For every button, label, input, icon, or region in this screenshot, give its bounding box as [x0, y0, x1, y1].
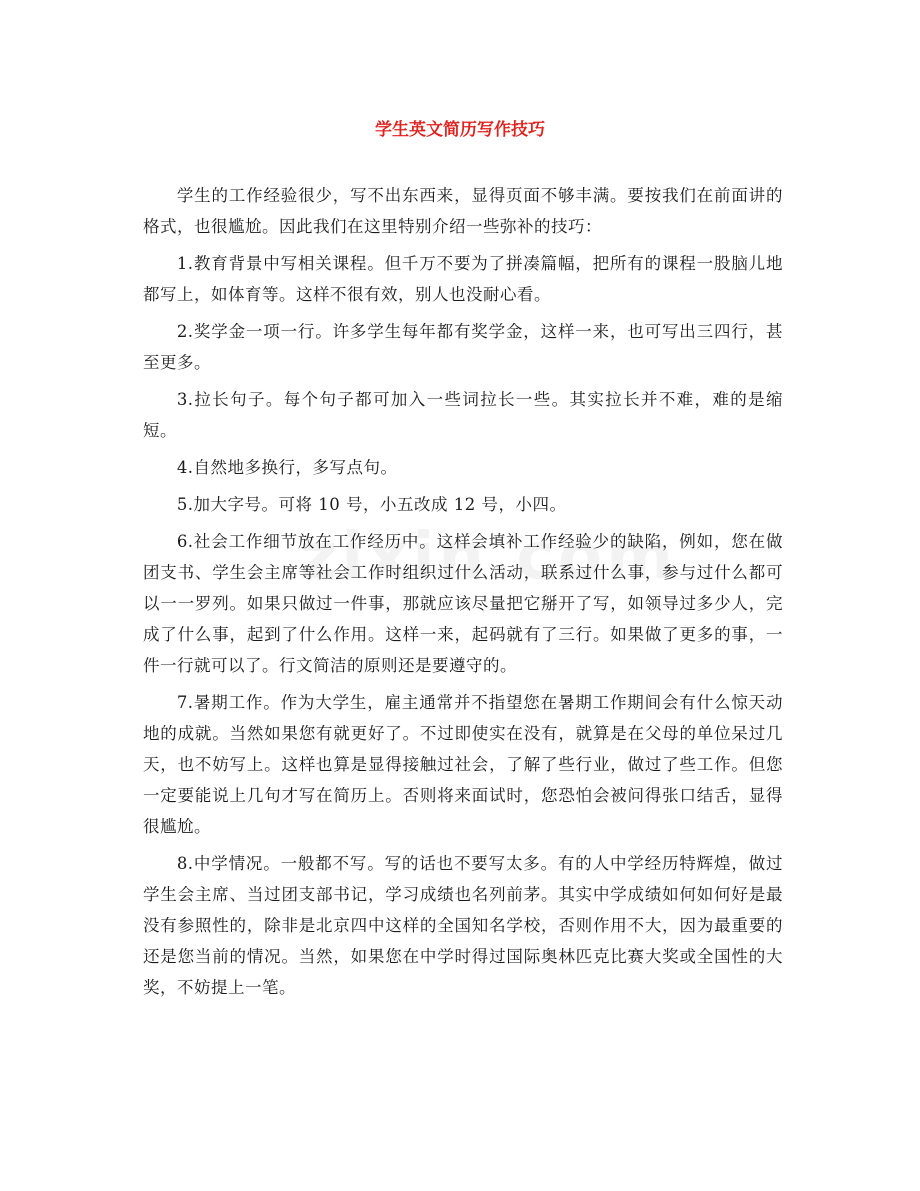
tip-paragraph-2: 2.奖学金一项一行。许多学生每年都有奖学金，这样一来，也可写出三四行，甚至更多。	[143, 322, 783, 372]
intro-paragraph: 学生的工作经验很少，写不出东西来，显得页面不够丰满。要按我们在前面讲的格式，也很尴尬。因此我们在这里特别介绍一些弥补的技巧：	[143, 186, 783, 236]
tip-paragraph-7: 7.暑期工作。作为大学生，雇主通常并不指望您在暑期工作期间会有什么惊天动地的成就。当然如果您有就更好了。不过即使实在没有，就算是在父母的单位呆过几天，也不妨写上。这样也算是显得接触过社会，了解了些行业，做过了些工作。但您一定要能说上几句才写在简历上。否则将来面试时，您恐怕会被问得张口结舌，显得很尴尬。	[143, 693, 783, 836]
document-body	[143, 180, 783, 1009]
document-title: 学生英文简历写作技巧	[375, 120, 545, 140]
tip-paragraph-1: 1.教育背景中写相关课程。但千万不要为了拼凑篇幅，把所有的课程一股脑儿地都写上，如体育等。这样不很有效，别人也没耐心看。	[143, 254, 783, 304]
tip-paragraph-5: 5.加大字号。可将 10 号，小五改成 12 号，小四。	[176, 495, 567, 514]
tip-paragraph-3: 3.拉长句子。每个句子都可加入一些词拉长一些。其实拉长并不难，难的是缩短。	[143, 390, 783, 440]
tip-paragraph-8: 8.中学情况。一般都不写。写的话也不要写太多。有的人中学经历特辉煌，做过学生会主席、当过团支部书记，学习成绩也名列前茅。其实中学成绩如何如何好是最没有参照性的，除非是北京四中这样的全国知名学校，否则作用不大，因为最重要的还是您当前的情况。当然，如果您在中学时得过国际奥林匹克比赛大奖或全国性的大奖，不妨提上一笔。	[143, 854, 783, 997]
tip-paragraph-6: 6.社会工作细节放在工作经历中。这样会填补工作经验少的缺陷，例如，您在做团支书、学生会主席等社会工作时组织过什么活动，联系过什么事，参与过什么都可以一一罗列。如果只做过一件事，那就应该尽量把它掰开了写，如领导过多少人，完成了什么事，起到了什么作用。这样一来，起码就有了三行。如果做了更多的事，一件一行就可以了。行文简洁的原则还是要遵守的。	[143, 532, 783, 675]
tip-paragraph-4: 4.自然地多换行，多写点句。	[176, 458, 398, 477]
